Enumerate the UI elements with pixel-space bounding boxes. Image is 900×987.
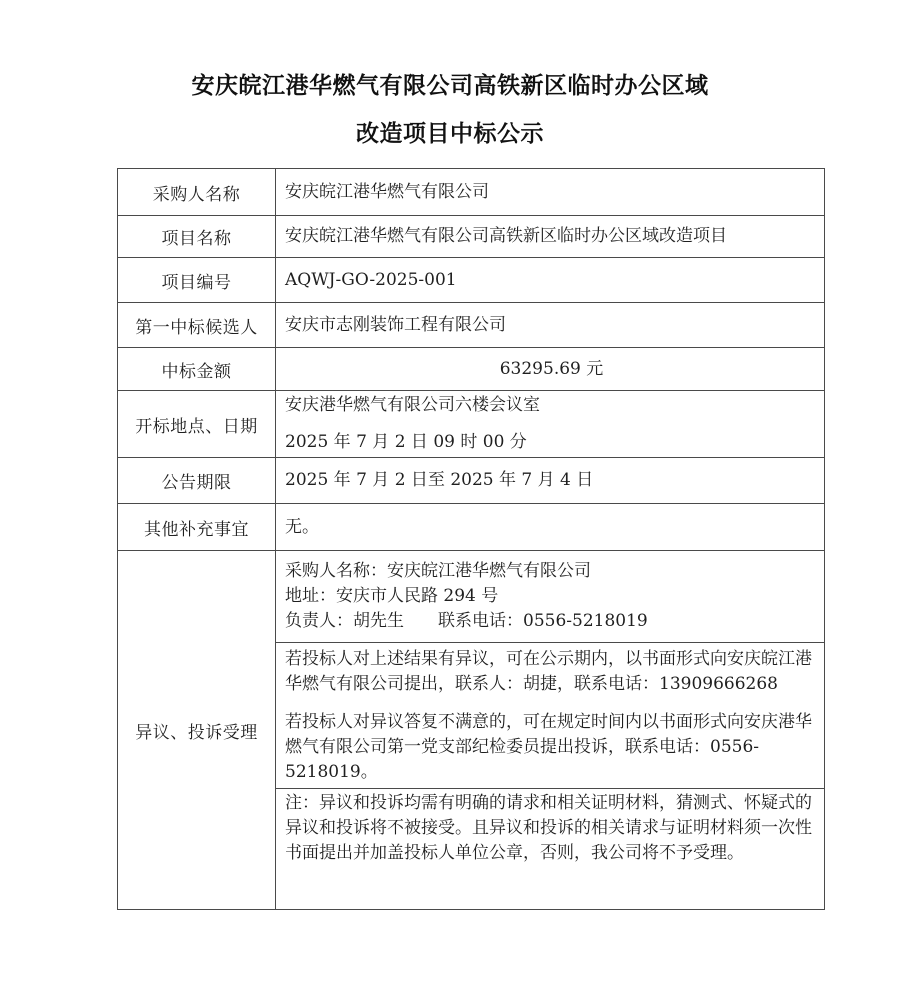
objection-note-cell: 注：异议和投诉均需有明确的请求和相关证明材料，猜测式、怀疑式的异议和投诉将不被接受。且异议和投诉的相关请求与证明材料须一次性书面提出并加盖投标人单位公章，否则，我公司将不予受理。 [276, 789, 825, 910]
project-name-value: 安庆皖江港华燃气有限公司高铁新区临时办公区域改造项目 [276, 216, 825, 258]
purchaser-label: 采购人名称 [118, 169, 276, 216]
table-row-purchaser [118, 169, 825, 216]
table-row-first-candidate [118, 303, 825, 348]
table-row-announcement-period [118, 458, 825, 504]
table-row-project-number [118, 258, 825, 303]
opening-venue: 安庆港华燃气有限公司六楼会议室 [285, 395, 540, 415]
opening-datetime: 2025 年 7 月 2 日 09 时 00 分 [285, 432, 527, 452]
table-row-project-name [118, 216, 825, 258]
notice-table [117, 168, 825, 910]
project-number-value: AQWJ-GO-2025-001 [276, 258, 825, 303]
table-row-opening [118, 391, 825, 458]
objection-contact-purchaser: 采购人名称：安庆皖江港华燃气有限公司 [285, 561, 591, 581]
table-row-other-matters [118, 504, 825, 551]
objection-procedure-cell [276, 643, 825, 789]
objection-label: 异议、投诉受理 [118, 551, 276, 910]
first-candidate-value: 安庆市志刚装饰工程有限公司 [276, 303, 825, 348]
announcement-period-value: 2025 年 7 月 2 日至 2025 年 7 月 4 日 [276, 458, 825, 504]
purchaser-value: 安庆皖江港华燃气有限公司 [276, 169, 825, 216]
first-candidate-label: 第一中标候选人 [118, 303, 276, 348]
bid-amount-value: 63295.69 元 [276, 348, 825, 391]
document-title [0, 0, 900, 158]
objection-contact-person: 负责人：胡先生 联系电话：0556-5218019 [285, 611, 648, 631]
objection-procedure-para1: 若投标人对上述结果有异议，可在公示期内，以书面形式向安庆皖江港华燃气有限公司提出，联系人：胡捷，联系电话：13909666268 [285, 648, 812, 694]
objection-contact-address: 地址：安庆市人民路 294 号 [285, 586, 499, 606]
project-number-label: 项目编号 [118, 258, 276, 303]
opening-value [276, 391, 825, 458]
document-title-line-1: 安庆皖江港华燃气有限公司高铁新区临时办公区域 [191, 72, 709, 99]
opening-label: 开标地点、日期 [118, 391, 276, 458]
other-matters-label: 其他补充事宜 [118, 504, 276, 551]
table-row-objection-contact [118, 551, 825, 643]
table-row-bid-amount [118, 348, 825, 391]
document-title-line-2: 改造项目中标公示 [356, 120, 544, 147]
other-matters-value: 无。 [276, 504, 825, 551]
bid-amount-label: 中标金额 [118, 348, 276, 391]
project-name-label: 项目名称 [118, 216, 276, 258]
objection-contact-cell [276, 551, 825, 643]
announcement-period-label: 公告期限 [118, 458, 276, 504]
objection-procedure-para2: 若投标人对异议答复不满意的，可在规定时间内以书面形式向安庆港华燃气有限公司第一党支部纪检委员提出投诉，联系电话：0556-5218019。 [285, 711, 812, 782]
